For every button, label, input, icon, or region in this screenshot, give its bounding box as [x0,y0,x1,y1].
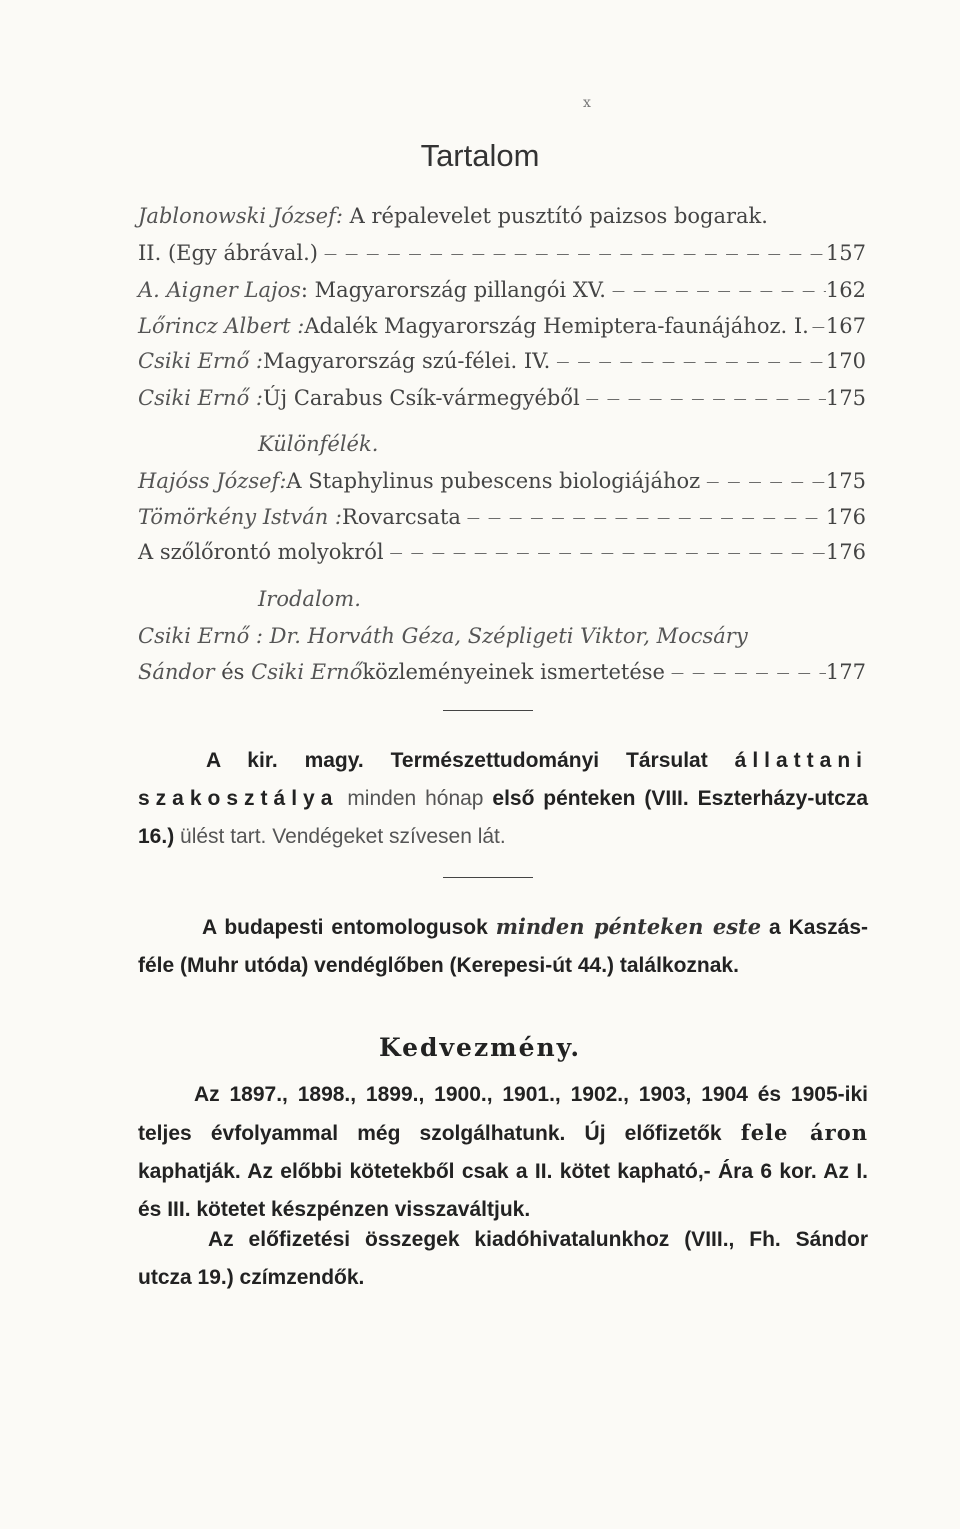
toc-entry-1 [138,199,866,233]
notice-text: szakosztálya [138,787,339,810]
notice-text: Az előfizetési összegek kiadóhivatalunkhoz (VIII., Fh. Sándor utcza 19.) czímzendők. [138,1228,868,1289]
toc-entry-4 [138,344,866,378]
toc-author: Tömörkény István : [138,505,343,529]
society-notice [138,742,868,856]
notice-text: ülést tart. Vendégeket szívesen lát. [174,825,506,848]
toc-author: Hajóss József: [138,469,287,493]
page-title: Tartalom [420,138,540,173]
toc-page-number: 162 [825,278,866,302]
toc-title: Magyarország szú-félei. IV. [262,349,551,373]
toc-page-number: 175 [825,469,866,493]
toc-entry-1-cont [138,236,866,270]
notice-text: A budapesti entomologusok [202,916,496,939]
toc-conjunction: és [214,660,252,684]
leader-dots [606,273,826,307]
corner-mark: x [583,95,591,111]
section-heading-kedvezmeny: Kedvezmény. [378,1033,582,1062]
notice-text: hónap [425,787,484,810]
leader-dots [700,464,826,498]
section-heading-irodalom: Irodalom. [258,587,361,611]
notice-text: minden pénteken este [495,914,762,939]
toc-entry-5 [138,381,866,415]
toc-author: Jablonowski József: [138,204,343,228]
divider [443,710,533,711]
toc-title: közleményeinek ismertetése [362,660,665,684]
leader-dots [665,655,826,689]
leader-dots [550,344,826,378]
notice-text: a Kaszás-féle (Muhr utóda) vendéglőben (Kerepesi-út 44.) találkoznak. [138,916,868,977]
payment-notice [138,1221,868,1297]
toc-title: A répalevelet pusztító paizsos bogarak. [342,204,768,228]
toc-entry-9: Csiki Ernő : Dr. Horváth Géza, Szépligeti Viktor, Mocsáry [138,624,748,648]
discount-notice [138,1076,868,1229]
toc-title: A szőlőrontó molyokról [138,540,384,564]
notice-text: minden [338,787,426,810]
meeting-notice [138,908,868,985]
leader-dots [809,309,826,343]
toc-page-number: 167 [825,314,866,338]
toc-entry-2 [138,273,866,307]
toc-title: : Magyarország pillangói XV. [300,278,606,302]
notice-text: állattani [734,749,868,772]
toc-entry-3 [138,309,866,343]
toc-author: A. Aigner Lajos [138,278,301,302]
toc-page-number: 170 [825,349,866,373]
toc-title: Rovarcsata [342,505,461,529]
toc-title: Adalék Magyarország Hemiptera-faunájához. I. [304,314,809,338]
toc-author: Lőrincz Albert : [138,314,305,338]
notice-text: első pénteken (VIII. Eszterházy-utcza 16.) [138,787,869,848]
toc-author: Csiki Ernő [251,660,363,684]
toc-page-number: 176 [825,505,866,529]
leader-dots [461,500,826,534]
toc-author: Csiki Ernő : [138,349,263,373]
notice-text: kaphatják. Az előbbi kötetekből csak a II. kötet kapható,- Ára 6 kor. Az I. és III. kötetet készpénzen visszaváltjuk. [138,1160,868,1221]
toc-page-number: 157 [825,241,866,265]
toc-title: A Staphylinus pubescens biologiájához [286,469,701,493]
toc-author: Csiki Ernő : [138,386,263,410]
divider [443,877,533,878]
toc-entry-6 [138,464,866,498]
leader-dots [580,381,826,415]
toc-title: II. (Egy ábrával.) [138,241,318,265]
toc-title: Új Carabus Csík-vármegyéből [262,386,580,410]
toc-author: Sándor [138,660,215,684]
toc-entry-9-cont [138,655,866,689]
section-heading-kulonfelek: Különfélék. [258,432,379,456]
notice-text: A kir. magy. Természettudományi Társulat [206,749,708,772]
notice-text: fele áron [740,1120,868,1145]
leader-dots [384,535,826,569]
toc-page-number: 176 [825,540,866,564]
toc-page-number: 175 [825,386,866,410]
toc-page-number: 177 [825,660,866,684]
leader-dots [318,236,826,270]
toc-entry-8 [138,535,866,569]
notice-text: Az 1897., 1898., 1899., 1900., 1901., 1902., 1903, 1904 és 1905-iki teljes évfolyammal még szolgálhatunk. Új előfizetők [138,1083,868,1145]
toc-entry-7 [138,500,866,534]
